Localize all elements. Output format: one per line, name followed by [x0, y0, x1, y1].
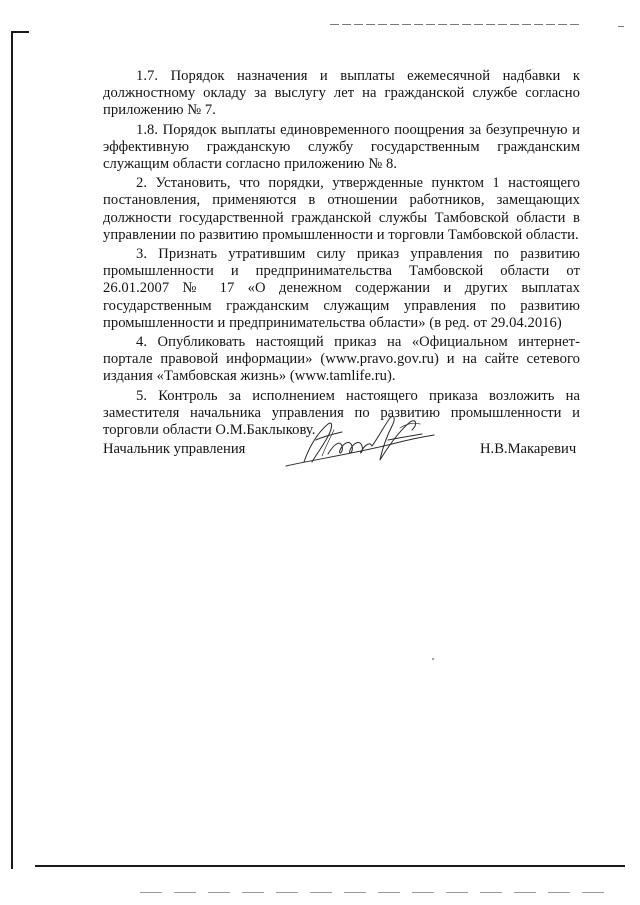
document-body — [103, 68, 580, 441]
scan-speck — [432, 658, 434, 660]
scan-mark-top-right — [618, 26, 624, 27]
scan-border-left — [11, 31, 13, 869]
paragraph-3: 3. Признать утратившим силу приказ управления по развитию промышленности и предпринимательства Тамбовской области от 26.01.2007 № 17 «О денежном содержании и других выплатах государственным гражданским служащим управления по развитию промышленности и предпринимательства области» (в ред. от 29.04.2016) — [103, 246, 580, 331]
paragraph-2: 2. Установить, что порядки, утвержденные пунктом 1 настоящего постановления, применяются в отношении работников, замещающих должности государственной гражданской службы Тамбовской области в управлении по развитию промышленности и торговли Тамбовской области. — [103, 175, 580, 243]
signatory-name: Н.В.Макаревич — [480, 441, 577, 457]
scan-border-bottom-faint — [140, 892, 610, 893]
paragraph-4: 4. Опубликовать настоящий приказ на «Официальном интернет-портале правовой информации» (www.pravo.gov.ru) и на сайте сетевого издания «Тамбовская жизнь» (www.tamlife.ru). — [103, 334, 580, 385]
scan-border-top-left — [11, 31, 29, 33]
paragraph-5: 5. Контроль за исполнением настоящего приказа возложить на заместителя начальника управления по развитию промышленности и торговли области О.М.Баклыкову. — [103, 387, 580, 439]
scan-border-bottom — [35, 865, 625, 867]
handwritten-signature — [282, 410, 442, 472]
scan-border-top — [330, 24, 580, 25]
paragraph-1-8: 1.8. Порядок выплаты единовременного поощрения за безупречную и эффективную гражданскую службу государственным гражданским служащим области согласно приложению № 8. — [103, 121, 580, 173]
paragraph-1-7: 1.7. Порядок назначения и выплаты ежемесячной надбавки к должностному окладу за выслугу лет на гражданской службе согласно приложению № 7. — [103, 68, 580, 119]
signatory-title: Начальник управления — [103, 441, 246, 457]
